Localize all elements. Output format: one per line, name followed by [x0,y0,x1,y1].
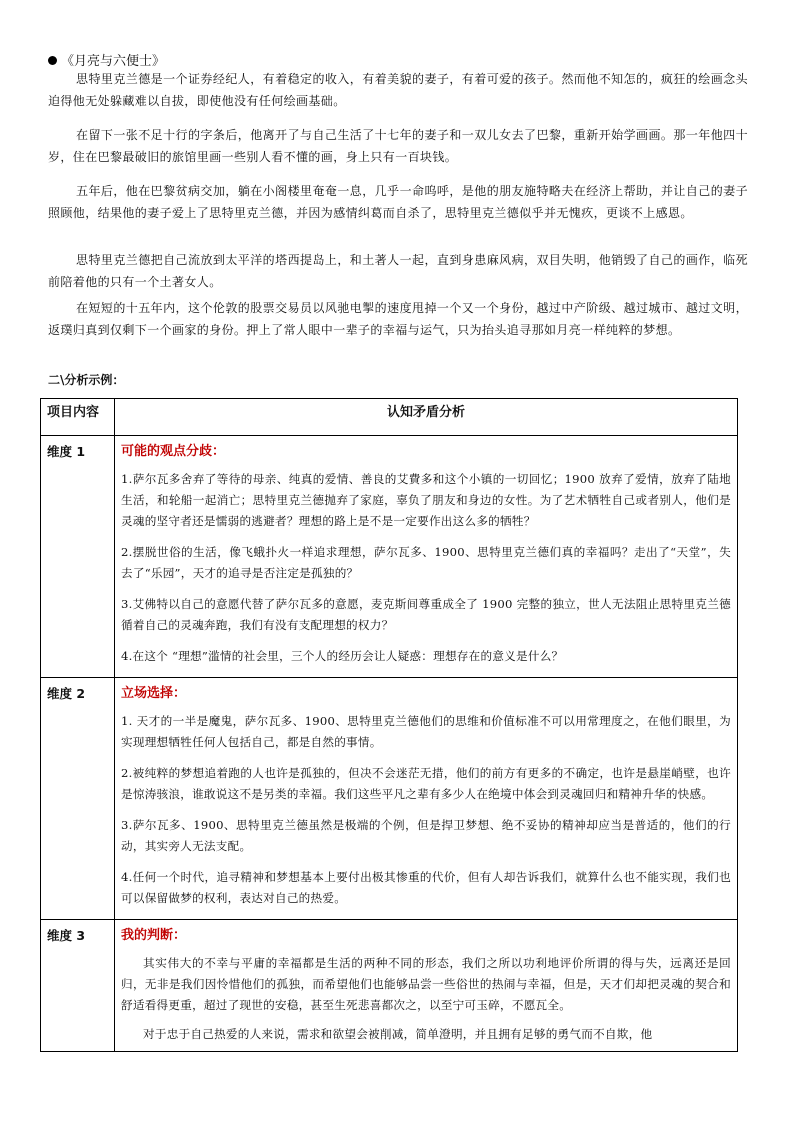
list-item: 4.在这个 “理想”滥情的社会里，三个人的经历会让人疑惑：理想存在的意义是什么？ [121,649,564,663]
list-item: 1. 天才的一半是魔鬼，萨尔瓦多、1900、思特里克兰德他们的思维和价值标准不可以用常理度之，在他们眼里，为实现理想牺牲任何人包括自己，都是自然的事情。 [121,714,731,749]
dimension-subtitle: 可能的观点分歧： [121,444,226,459]
dimension-subtitle: 我的判断： [121,928,187,943]
dimension-content [115,436,738,678]
table-row [41,920,738,1052]
list-item: 2.被纯粹的梦想追着跑的人也许是孤独的，但决不会迷茫无措，他们的前方有更多的不确定，也许是悬崖峭壁，也许是惊涛骇浪，谁敢说这不是另类的幸福。我们这些平凡之辈有多少人在绝境中体会到灵魂回归和精神升华的快感。 [121,766,731,801]
header-project-content: 项目内容 [41,399,115,436]
list-item: 1.萨尔瓦多舍弃了等待的母亲、纯真的爱情、善良的艾費多和这个小镇的一切回忆；1900 放弃了爱情，放弃了陆地生活，和轮船一起消亡；思特里克兰德抛弃了家庭，辜负了朋友和身边的女性。为了艺术牺牲自己或者别人，他们是灵魂的坚守者还是懦弱的逃避者？理想的路上是不是一定要作出这么多的牺牲？ [121,472,731,528]
paragraph-1: 思特里克兰德是一个证券经纪人，有着稳定的收入，有着美貌的妻子，有着可爱的孩子。然而他不知怎的，疯狂的绘画念头迫得他无处躲藏难以自拔，即使他没有任何绘画基础。 [48,72,748,108]
dimension-label: 维度 3 [41,920,115,1052]
dimension-label: 维度 1 [41,436,115,678]
list-item: 4.任何一个时代，追寻精神和梦想基本上要付出极其惨重的代价，但有人却告诉我们，就算什么也不能实现，我们也可以保留做梦的权利，表达对自己的热爱。 [121,870,731,905]
list-item: 对于忠于自己热爱的人来说，需求和欲望会被削减，简单澄明，并且拥有足够的勇气而不自欺，他 [143,1027,653,1041]
dimension-label: 维度 2 [41,678,115,920]
bullet-icon [48,56,57,65]
table-row [41,678,738,920]
book-title-text: 《月亮与六便士》 [61,54,166,69]
paragraph-2: 在留下一张不足十行的字条后，他离开了与自己生活了十七年的妻子和一双儿女去了巴黎，重新开始学画画。那一年他四十岁，住在巴黎最破旧的旅馆里画一些别人看不懂的画，身上只有一百块钱。 [48,128,748,164]
dimension-content [115,678,738,920]
header-analysis: 认知矛盾分析 [115,399,738,436]
dimension-content [115,920,738,1052]
paragraph-3: 五年后，他在巴黎贫病交加，躺在小阁楼里奄奄一息，几乎一命呜呼，是他的朋友施特略夫在经济上帮助，并让自己的妻子照顾他，结果他的妻子爱上了思特里克兰德，并因为感情纠葛而自杀了，思特里克兰德似乎并无愧疚，更谈不上感恩。 [48,184,748,220]
list-item: 3.萨尔瓦多、1900、思特里克兰德虽然是极端的个例，但是捍卫梦想、绝不妥协的精神却应当是普适的，他们的行动，其实旁人无法支配。 [121,818,731,853]
list-item: 2.摆脱世俗的生活，像飞蛾扑火一样追求理想，萨尔瓦多、1900、思特里克兰德们真的幸福吗？走出了“天堂”，失去了“乐园”，天才的追寻是否注定是孤独的？ [121,545,731,580]
list-item: 3.艾佛特以自己的意愿代替了萨尔瓦多的意愿，麦克斯间尊重成全了 1900 完整的独立，世人无法阻止思特里克兰德循着自己的灵魂奔跑，我们有没有支配理想的权力？ [121,597,731,632]
paragraph-4: 思特里克兰德把自己流放到太平洋的塔西提岛上，和土著人一起，直到身患麻风病，双目失明，他销毁了自己的画作，临死前陪着他的只有一个土著女人。 [48,253,748,289]
analysis-table [40,398,738,1052]
paragraph-5: 在短短的十五年内，这个伦敦的股票交易员以风驰电掣的速度甩掉一个又一个身份，越过中产阶级、越过城市、越过文明，返璞归真到仅剩下一个画家的身份。押上了常人眼中一辈子的幸福与运气，只为抬头追寻那如月亮一样纯粹的梦想。 [48,301,748,337]
section-heading: 二\分析示例： [48,373,125,387]
dimension-subtitle: 立场选择： [121,686,187,701]
table-header-row [41,399,738,436]
list-item: 其实伟大的不幸与平庸的幸福都是生活的两种不同的形态，我们之所以功利地评价所谓的得与失，远离还是回归，无非是我们因怜惜他们的孤独，而希望他们也能够品尝一些俗世的热闹与幸福，但是，天才们却把灵魂的契合和舒适看得更重，超过了现世的安稳，甚至生死悲喜都次之，以至宁可玉碎，不愿瓦全。 [121,956,731,1012]
book-title [48,50,165,69]
table-row [41,436,738,678]
